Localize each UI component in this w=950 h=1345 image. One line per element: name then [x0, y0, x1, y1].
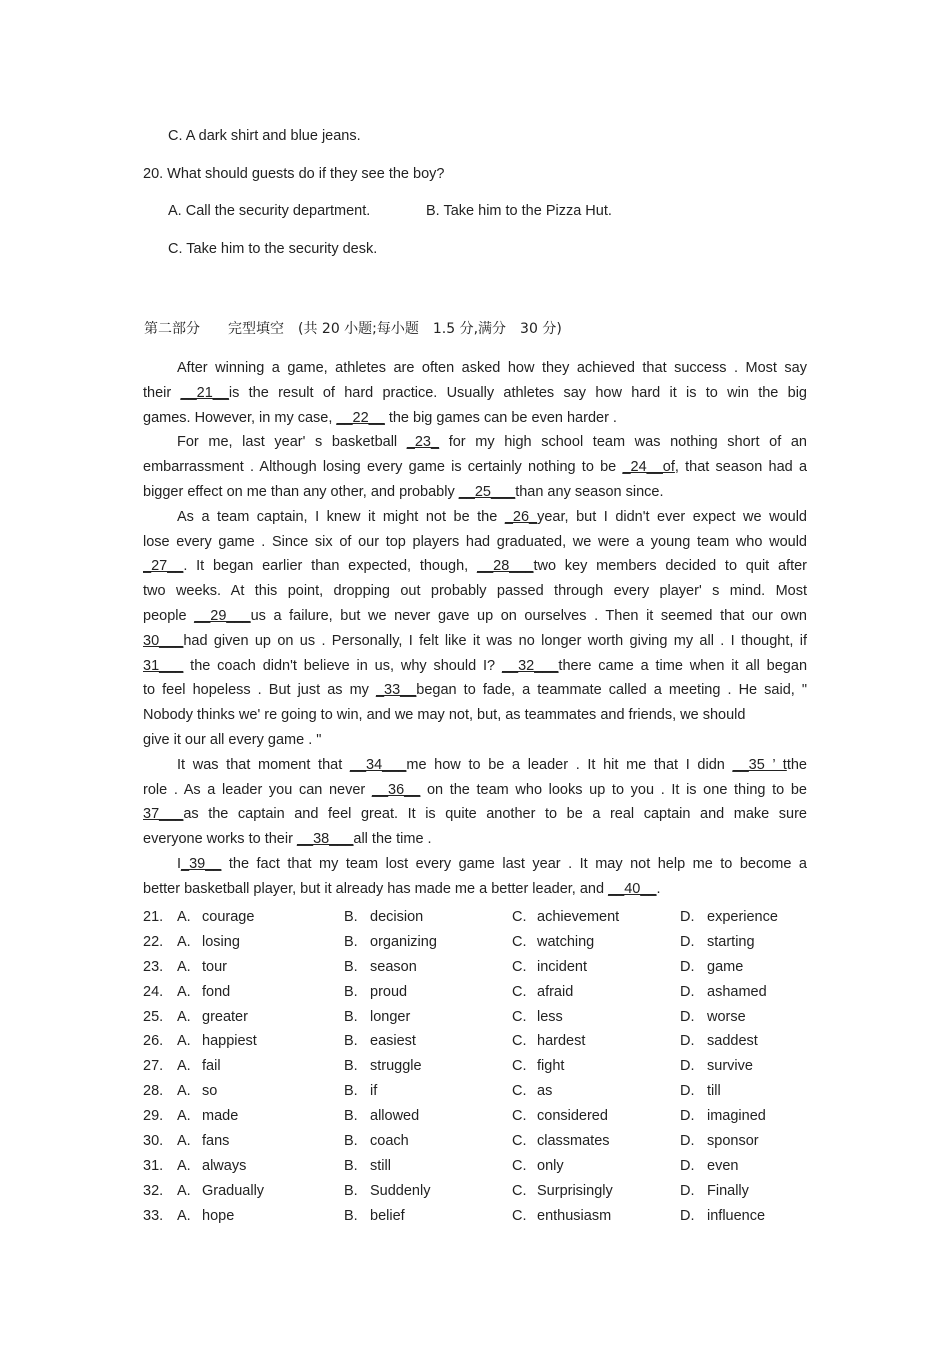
question-20-option-c: C. Take him to the security desk. [168, 241, 378, 257]
passage-line: their __21__is the result of hard practice. Usually athletes say how hard it is to win the big [143, 384, 807, 401]
question-number: 27. [143, 1058, 164, 1075]
option-letter-d: D. [680, 1083, 695, 1100]
question-number: 28. [143, 1083, 164, 1100]
option-row [143, 1154, 807, 1179]
passage-line: better basketball player, but it already has made me a better leader, and __40__. [143, 880, 661, 897]
blank-35: __35 ’ t [732, 756, 787, 773]
option-letter-b: B. [344, 1033, 358, 1050]
passage-line: After winning a game, athletes are often asked how they achieved that success . Most say [177, 360, 807, 376]
question-20-stem: 20. What should guests do if they see the boy? [143, 166, 445, 182]
option-letter-c: C. [512, 1033, 527, 1050]
passage-line: 30___had given up on us . Personally, I felt like it was no longer worth giving my all . I thought, if [143, 632, 807, 649]
passage-line: I_39__ the fact that my team lost every game last year . It may not help me to become a [177, 855, 807, 872]
passage-line: everyone works to their __38___all the time . [143, 831, 432, 848]
question-20-option-a: A. Call the security department. [168, 203, 371, 219]
option-letter-a: A. [177, 933, 191, 950]
option-b: allowed [370, 1108, 420, 1125]
option-letter-c: C. [512, 1182, 527, 1199]
option-b: coach [370, 1133, 409, 1150]
passage-line: give it our all every game . " [143, 731, 322, 748]
option-c: incident [537, 958, 587, 975]
passage-line: As a team captain, I knew it might not be the _26_year, but I didn't ever expect we would [177, 508, 807, 525]
option-letter-c: C. [512, 1008, 527, 1025]
option-letter-a: A. [177, 1008, 191, 1025]
option-letter-a: A. [177, 983, 191, 1000]
option-d: worse [707, 1008, 746, 1025]
option-letter-a: A. [177, 1033, 191, 1050]
blank-25: __25___ [458, 483, 516, 500]
option-letter-b: B. [344, 1207, 358, 1224]
option-a: fail [202, 1058, 221, 1075]
option-c: hardest [537, 1033, 586, 1050]
option-a: fond [202, 983, 231, 1000]
option-row [143, 905, 807, 930]
option-letter-c: C. [512, 983, 527, 1000]
passage-line: role . As a leader you can never __36__ on the team who looks up to you . It is one thing to be [143, 781, 807, 798]
option-letter-a: A. [177, 909, 191, 925]
option-letter-d: D. [680, 909, 695, 925]
question-number: 25. [143, 1008, 164, 1025]
cloze-passage [143, 356, 807, 902]
option-b: belief [370, 1207, 405, 1224]
option-letter-c: C. [512, 1207, 527, 1224]
option-c: as [537, 1083, 553, 1100]
blank-27: _27__ [143, 558, 184, 575]
option-d: sponsor [707, 1133, 759, 1150]
option-a: tour [202, 958, 227, 975]
option-c: only [537, 1157, 564, 1174]
option-b: Suddenly [370, 1182, 431, 1199]
option-d: survive [707, 1058, 753, 1075]
question-number: 32. [143, 1182, 164, 1199]
passage-line: people __29___us a failure, but we never gave up on ourselves . Then it seemed that our own [143, 607, 807, 624]
option-letter-a: A. [177, 958, 191, 975]
option-c: achievement [537, 909, 620, 925]
option-d: starting [707, 933, 755, 950]
option-d: game [707, 958, 744, 975]
question-number: 24. [143, 983, 164, 1000]
option-row [143, 980, 807, 1005]
option-a: always [202, 1157, 247, 1174]
option-d: till [707, 1083, 721, 1100]
options-table [143, 905, 807, 1229]
blank-34: __34___ [349, 756, 407, 773]
option-letter-a: A. [177, 1182, 191, 1199]
option-c: classmates [537, 1133, 610, 1150]
option-a: so [202, 1083, 218, 1100]
option-a: hope [202, 1207, 235, 1224]
option-letter-b: B. [344, 1108, 358, 1125]
blank-36: __36__ [371, 781, 421, 798]
option-d: even [707, 1157, 739, 1174]
question-number: 23. [143, 958, 164, 975]
blank-28: __28___ [477, 558, 534, 575]
option-row [143, 1005, 807, 1030]
blank-29: __29___ [194, 607, 251, 624]
option-a: made [202, 1108, 239, 1125]
option-c: watching [537, 933, 595, 950]
option-letter-a: A. [177, 1058, 191, 1075]
option-letter-c: C. [512, 909, 527, 925]
option-letter-b: B. [344, 933, 358, 950]
passage-line: to feel hopeless . But just as my _33__began to fade, a teammate called a meeting . He said, " [143, 682, 807, 699]
passage-line: _27__. It began earlier than expected, though, __28___two key members decided to quit after [143, 558, 807, 575]
option-letter-b: B. [344, 1058, 358, 1075]
passage-line: It was that moment that __34___me how to be a leader . It hit me that I didn __35 ’ tthe [177, 756, 807, 773]
option-row [143, 1104, 807, 1129]
option-b: season [370, 958, 417, 975]
option-letter-c: C. [512, 1108, 527, 1125]
option-row [143, 1129, 807, 1154]
question-20-option-b: B. Take him to the Pizza Hut. [426, 203, 612, 219]
question-number: 26. [143, 1033, 164, 1050]
option-d: influence [707, 1207, 766, 1224]
option-row [143, 1204, 807, 1229]
option-a: happiest [202, 1033, 257, 1050]
option-row [143, 1029, 807, 1054]
option-letter-d: D. [680, 1008, 695, 1025]
option-letter-d: D. [680, 1108, 695, 1125]
option-a: fans [202, 1133, 230, 1150]
blank-37: 37___ [143, 806, 184, 823]
blank-39: _39__ [181, 855, 222, 872]
option-b: proud [370, 983, 408, 1000]
blank-21: __21__ [180, 384, 229, 401]
passage-line: two weeks. At this point, dropping out probably passed through every player' s mind. Most [143, 583, 807, 600]
option-row [143, 1054, 807, 1079]
option-letter-a: A. [177, 1083, 191, 1100]
option-b: still [370, 1157, 391, 1174]
question-number: 22. [143, 933, 164, 950]
blank-26: _26_ [504, 508, 538, 525]
option-b: decision [370, 909, 424, 925]
option-row [143, 1079, 807, 1104]
option-a: Gradually [202, 1182, 265, 1199]
option-b: struggle [370, 1058, 422, 1075]
option-a: courage [202, 909, 255, 925]
passage-line: lose every game . Since six of our top players had graduated, we were a young team who would [143, 533, 807, 550]
passage-line: Nobody thinks we' re going to win, and we may not, but, as teammates and friends, we should [143, 707, 746, 724]
passage-line: embarrassment . Although losing every game is certainly nothing to be _24__of, that season had a [143, 459, 807, 476]
option-letter-a: A. [177, 1133, 191, 1150]
option-letter-a: A. [177, 1157, 191, 1174]
option-c: considered [537, 1108, 608, 1125]
option-row [143, 955, 807, 980]
passage-line: 31___ the coach didn't believe in us, why should I? __32___there came a time when it all began [143, 657, 807, 674]
option-letter-d: D. [680, 933, 695, 950]
blank-23: _23_ [406, 434, 440, 451]
option-letter-c: C. [512, 1133, 527, 1150]
option-letter-d: D. [680, 1058, 695, 1075]
blank-40: __40__ [608, 880, 657, 897]
option-d: imagined [707, 1108, 766, 1125]
option-letter-d: D. [680, 958, 695, 975]
option-letter-d: D. [680, 1133, 695, 1150]
option-d: saddest [707, 1033, 758, 1050]
section-title: 第二部分 完型填空 (共 20 小题;每小题 1.5 分,满分 30 分) [144, 321, 562, 337]
blank-22: __22__ [336, 409, 385, 426]
option-letter-c: C. [512, 1058, 527, 1075]
question-number: 30. [143, 1133, 164, 1150]
passage-line: bigger effect on me than any other, and probably __25___than any season since. [143, 483, 664, 500]
option-b: if [370, 1083, 378, 1100]
option-row [143, 930, 807, 955]
option-letter-c: C. [512, 958, 527, 975]
option-d: Finally [707, 1182, 749, 1199]
option-letter-d: D. [680, 983, 695, 1000]
option-d: ashamed [707, 983, 767, 1000]
option-letter-a: A. [177, 1207, 191, 1224]
option-letter-c: C. [512, 933, 527, 950]
option-letter-b: B. [344, 909, 358, 925]
blank-32: __32___ [501, 657, 559, 674]
passage-line: For me, last year' s basketball _23_ for my high school team was nothing short of an [177, 434, 807, 451]
option-letter-c: C. [512, 1083, 527, 1100]
option-letter-b: B. [344, 1083, 358, 1100]
blank-24: _24__of [622, 459, 675, 476]
question-19-option-c: C. A dark shirt and blue jeans. [168, 128, 361, 144]
option-letter-b: B. [344, 1182, 358, 1199]
blank-38: __38___ [296, 831, 354, 848]
option-letter-d: D. [680, 1182, 695, 1199]
option-a: losing [202, 933, 240, 950]
option-letter-b: B. [344, 983, 358, 1000]
option-c: afraid [537, 983, 574, 1000]
blank-31: 31___ [143, 657, 184, 674]
blank-30: 30___ [143, 632, 184, 649]
option-letter-c: C. [512, 1157, 527, 1174]
option-c: fight [537, 1058, 565, 1075]
option-letter-b: B. [344, 1133, 358, 1150]
passage-line: games. However, in my case, __22__ the big games can be even harder . [143, 409, 617, 426]
option-b: easiest [370, 1033, 416, 1050]
option-a: greater [202, 1008, 248, 1025]
passage-line: 37___as the captain and feel great. It is quite another to be a real captain and make sure [143, 806, 807, 823]
question-number: 29. [143, 1108, 164, 1125]
blank-33: _33__ [375, 682, 417, 699]
option-letter-b: B. [344, 1008, 358, 1025]
question-number: 21. [143, 909, 164, 925]
option-letter-d: D. [680, 1157, 695, 1174]
option-b: organizing [370, 933, 437, 950]
option-letter-a: A. [177, 1108, 191, 1125]
option-row [143, 1179, 807, 1204]
option-letter-b: B. [344, 958, 358, 975]
question-number: 31. [143, 1157, 164, 1174]
option-letter-d: D. [680, 1207, 695, 1224]
option-letter-b: B. [344, 1157, 358, 1174]
option-b: longer [370, 1008, 411, 1025]
option-c: less [537, 1008, 563, 1025]
option-c: Surprisingly [537, 1182, 613, 1199]
question-number: 33. [143, 1207, 164, 1224]
option-letter-d: D. [680, 1033, 695, 1050]
option-c: enthusiasm [537, 1207, 612, 1224]
option-d: experience [707, 909, 778, 925]
